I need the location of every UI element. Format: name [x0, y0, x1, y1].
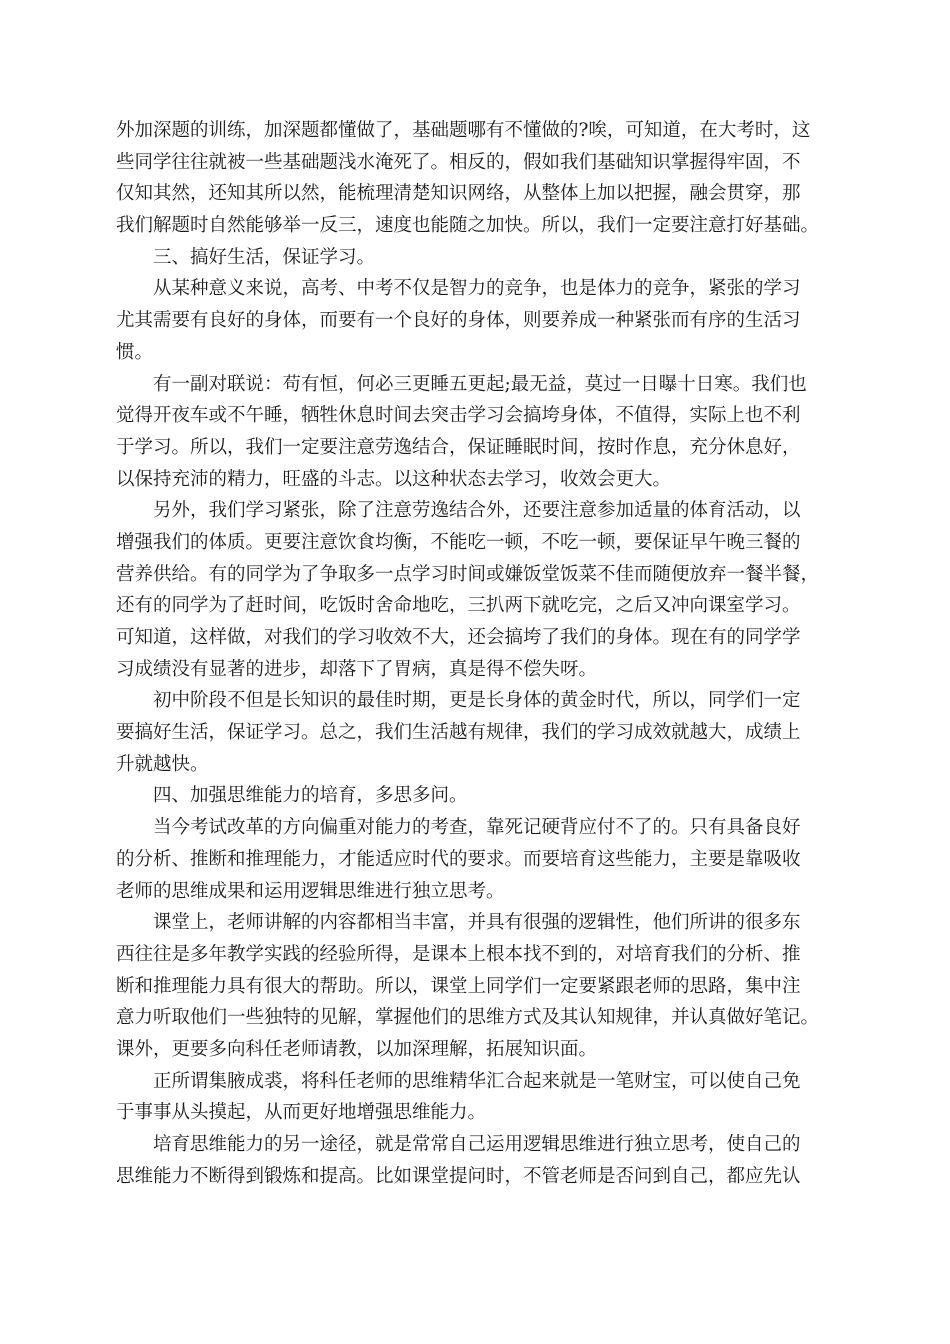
- text-line: 升就越快。: [116, 753, 209, 775]
- text-line: 仅知其然，还知其所以然，能梳理清楚知识网络，从整体上加以把握，融会贯穿，那: [116, 183, 801, 205]
- text-line: 断和推理能力具有很大的帮助。所以，课堂上同学们一定要紧跟老师的思路，集中注: [116, 975, 801, 997]
- text-line: 课堂上，老师讲解的内容都相当丰富，并具有很强的逻辑性，他们所讲的很多东: [153, 912, 801, 934]
- text-line: 以保持充沛的精力，旺盛的斗志。以这种状态去学习，收效会更大。: [116, 468, 672, 490]
- text-line: 于事事从头摸起，从而更好地增强思维能力。: [116, 1102, 487, 1124]
- text-line: 四、加强思维能力的培育，多思多问。: [153, 785, 468, 807]
- text-line: 我们解题时自然能够举一反三，速度也能随之加快。所以，我们一定要注意打好基础。: [116, 215, 820, 237]
- text-line: 些同学往往就被一些基础题浅水淹死了。相反的，假如我们基础知识掌握得牢固，不: [116, 151, 801, 173]
- text-line: 老师的思维成果和运用逻辑思维进行独立思考。: [116, 880, 505, 902]
- text-line: 于学习。所以，我们一定要注意劳逸结合，保证睡眠时间，按时作息，充分休息好，: [116, 436, 801, 458]
- text-line: 还有的同学为了赶时间，吃饭时舍命地吃，三扒两下就吃完，之后又冲向课室学习。: [116, 595, 801, 617]
- text-line: 外加深题的训练，加深题都懂做了，基础题哪有不懂做的?唉，可知道，在大考时，这: [116, 120, 811, 141]
- text-line: 增强我们的体质。更要注意饮食均衡，不能吃一顿，不吃一顿，要保证早午晚三餐的: [116, 531, 801, 553]
- text-line: 习成绩没有显著的进步，却落下了胃病，真是得不偿失呀。: [116, 658, 598, 680]
- text-line: 西往往是多年教学实践的经验所得，是课本上根本找不到的，对培育我们的分析、推: [116, 943, 801, 965]
- text-line: 觉得开夜车或不午睡，牺牲休息时间去突击学习会搞垮身体，不值得，实际上也不利: [116, 405, 801, 427]
- text-line: 要搞好生活，保证学习。总之，我们生活越有规律，我们的学习成效就越大，成绩上: [116, 722, 801, 744]
- document-page: [116, 115, 834, 1192]
- text-line: 从某种意义来说，高考、中考不仅是智力的竞争，也是体力的竞争，紧张的学习: [153, 278, 801, 300]
- text-line: 思维能力不断得到锻炼和提高。比如课堂提问时，不管老师是否问到自己，都应先认: [116, 1165, 801, 1187]
- text-line: 培育思维能力的另一途径，就是常常自己运用逻辑思维进行独立思考，使自己的: [153, 1134, 801, 1155]
- text-line: 有一副对联说：苟有恒，何必三更睡五更起;最无益，莫过一日曝十日寒。我们也: [153, 373, 807, 395]
- text-line: 意力听取他们一些独特的见解，掌握他们的思维方式及其认知规律，并认真做好笔记。: [116, 1007, 820, 1029]
- text-line: 三、搞好生活，保证学习。: [153, 246, 376, 268]
- text-line: 另外，我们学习紧张，除了注意劳逸结合外，还要注意参加适量的体育活动，以: [153, 500, 801, 522]
- text-line: 初中阶段不但是长知识的最佳时期，更是长身体的黄金时代，所以，同学们一定: [153, 690, 801, 712]
- text-line: 尤其需要有良好的身体，而要有一个良好的身体，则要养成一种紧张而有序的生活习: [116, 310, 801, 332]
- text-line: 当今考试改革的方向偏重对能力的考查，靠死记硬背应付不了的。只有具备良好: [153, 817, 801, 839]
- text-line: 课外，更要多向科任老师请教，以加深理解，拓展知识面。: [116, 1038, 598, 1060]
- text-line: 营养供给。有的同学为了争取多一点学习时间或嫌饭堂饭菜不佳而随便放弃一餐半餐，: [116, 563, 820, 585]
- text-line: 正所谓集腋成裘，将科任老师的思维精华汇合起来就是一笔财宝，可以使自己免: [153, 1070, 801, 1092]
- text-line: 的分析、推断和推理能力，才能适应时代的要求。而要培育这些能力，主要是靠吸收: [116, 848, 801, 870]
- text-line: 惯。: [116, 341, 154, 363]
- text-line: 可知道，这样做，对我们的学习收效不大，还会搞垮了我们的身体。现在有的同学学: [116, 627, 801, 648]
